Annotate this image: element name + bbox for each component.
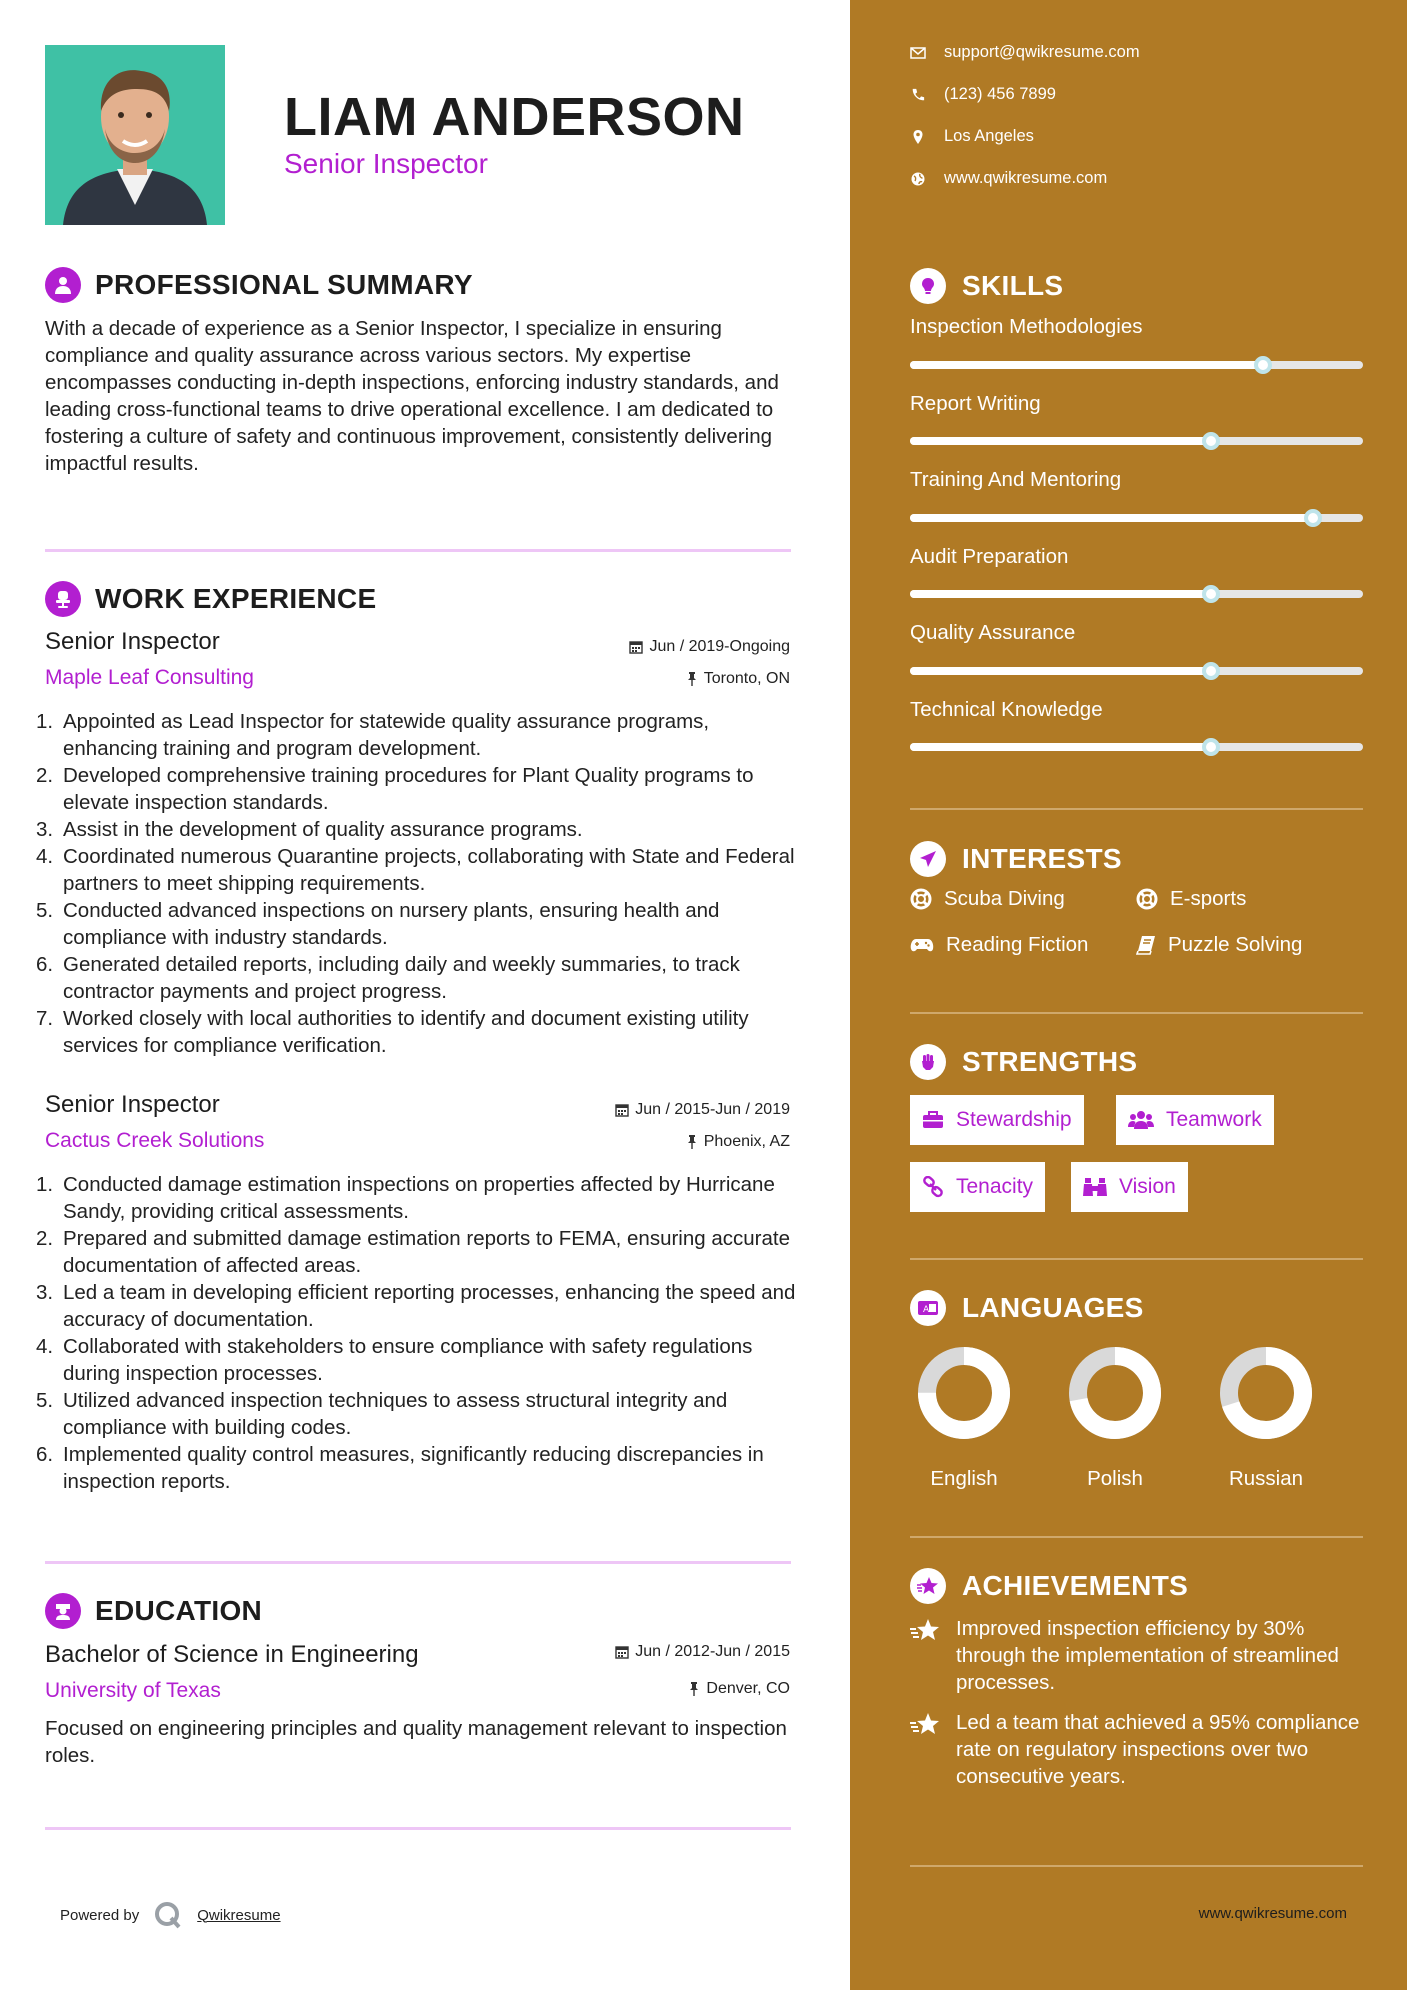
skill-bar-knob — [1202, 662, 1220, 680]
lightbulb-icon — [910, 268, 946, 304]
language-ring — [914, 1343, 1014, 1443]
job-date — [615, 1101, 790, 1119]
skill-bar — [910, 514, 1363, 522]
contact-location — [910, 127, 1034, 146]
sidebar-divider — [910, 808, 1363, 810]
qwikresume-logo-icon — [153, 1900, 183, 1930]
pushpin-icon — [686, 1135, 698, 1149]
skill-bar-fill — [910, 361, 1263, 369]
contact-email-text: support@qwikresume.com — [944, 43, 1140, 61]
contact-email[interactable] — [910, 43, 1140, 62]
job-duties-list — [36, 708, 796, 1059]
achievement-item — [910, 1615, 1370, 1696]
summary-heading — [45, 267, 473, 303]
briefcase-icon — [922, 1111, 944, 1129]
section-divider — [45, 549, 791, 552]
skill-bar-knob — [1254, 356, 1272, 374]
achievement-item — [910, 1709, 1370, 1790]
language-label: English — [930, 1467, 998, 1490]
strength-chip — [910, 1162, 1045, 1212]
interest-label: E-sports — [1170, 887, 1247, 910]
education-text: Focused on engineering principles and quality management relevant to inspection roles. — [45, 1717, 787, 1767]
user-icon — [45, 267, 81, 303]
contact-location-text: Los Angeles — [944, 127, 1034, 145]
book-icon — [1136, 935, 1156, 955]
experience-heading — [45, 581, 376, 617]
life-ring-icon — [1136, 888, 1158, 910]
phone-icon — [910, 88, 926, 102]
map-marker-icon — [910, 129, 926, 145]
job-location — [686, 670, 790, 688]
interest-label: Puzzle Solving — [1168, 933, 1303, 956]
achievements-heading — [910, 1568, 1188, 1604]
skill-label: Training And Mentoring — [910, 468, 1122, 491]
list-item: 4. Collaborated with stakeholders to ensure compliance with safety regulations during inspection processes. — [36, 1335, 753, 1385]
star-icon — [910, 1617, 942, 1643]
contact-website-text: www.qwikresume.com — [944, 169, 1108, 187]
calendar-icon — [615, 1103, 629, 1117]
list-item: 1. Appointed as Lead Inspector for statewide quality assurance programs, enhancing training and program development. — [36, 710, 710, 760]
skill-bar-knob — [1202, 585, 1220, 603]
raised-fist-icon — [910, 1044, 946, 1080]
sidebar-divider — [910, 1865, 1363, 1867]
interests-title: INTERESTS — [962, 843, 1122, 874]
list-item: 1. Conducted damage estimation inspections on properties affected by Hurricane Sandy, providing critical assessments. — [36, 1173, 775, 1223]
sidebar-divider — [910, 1258, 1363, 1260]
strength-label: Vision — [1119, 1175, 1176, 1198]
list-item: 2. Prepared and submitted damage estimation reports to FEMA, ensuring accurate documentation of affected areas. — [36, 1227, 790, 1277]
list-item: 5. Conducted advanced inspections on nursery plants, ensuring health and compliance with industry standards. — [36, 899, 720, 949]
achievements-title: ACHIEVEMENTS — [962, 1570, 1189, 1601]
job-location-text: Phoenix, AZ — [703, 1133, 790, 1150]
job-date-text: Jun / 2015-Jun / 2019 — [635, 1101, 790, 1118]
job-title: Senior Inspector — [45, 628, 220, 655]
strengths-title: STRENGTHS — [962, 1046, 1138, 1077]
skill-bar-fill — [910, 590, 1211, 598]
candidate-name: LIAM ANDERSON — [284, 87, 745, 147]
language-ring — [1065, 1343, 1165, 1443]
svg-text:A: A — [923, 1305, 930, 1315]
paper-plane-icon — [910, 841, 946, 877]
summary-text: With a decade of experience as a Senior Inspector, I specialize in ensuring compliance and quality assurance across various sectors. My expertise encompasses conducting in-depth inspections, enforcing industry standards, and leading cross-functional teams to drive operational excellence. I am dedicated to fostering a culture of safety and continuous improvement, consistently delivering impactful results. — [45, 317, 779, 475]
experience-title: WORK EXPERIENCE — [95, 583, 377, 614]
skill-bar-fill — [910, 667, 1211, 675]
list-item: 6. Implemented quality control measures, significantly reducing discrepancies in inspection reports. — [36, 1443, 764, 1493]
envelope-icon — [910, 47, 926, 59]
education-location-text: Denver, CO — [706, 1680, 790, 1697]
skill-bar-knob — [1202, 432, 1220, 450]
language-icon — [910, 1290, 946, 1326]
skill-bar — [910, 743, 1363, 751]
sidebar-divider — [910, 1012, 1363, 1014]
education-date — [615, 1643, 790, 1661]
calendar-icon — [629, 640, 643, 654]
powered-by-label: Powered by — [60, 1906, 140, 1924]
contact-phone-text: (123) 456 7899 — [944, 85, 1056, 103]
section-divider — [45, 1561, 791, 1564]
candidate-role: Senior Inspector — [284, 148, 488, 179]
profile-photo — [45, 45, 225, 225]
sidebar-divider — [910, 1536, 1363, 1538]
skill-bar-fill — [910, 514, 1313, 522]
school-name: University of Texas — [45, 1679, 221, 1702]
achievement-text: Led a team that achieved a 95% compliance rate on regulatory inspections over two consecutive years. — [956, 1711, 1360, 1788]
strength-label: Stewardship — [956, 1108, 1072, 1131]
job-location — [686, 1133, 790, 1151]
list-item: 7. Worked closely with local authorities to identify and document existing utility services for compliance verification. — [36, 1007, 749, 1057]
qwikresume-link[interactable]: Qwikresume — [197, 1906, 281, 1924]
link-icon — [922, 1176, 944, 1198]
powered-by — [60, 1900, 281, 1930]
calendar-icon — [615, 1645, 629, 1659]
pushpin-icon — [688, 1682, 700, 1696]
list-item: 3. Assist in the development of quality assurance programs. — [36, 818, 583, 841]
life-ring-icon — [910, 888, 932, 910]
person-portrait-icon — [45, 45, 225, 225]
language-item — [1201, 1343, 1331, 1491]
job-date-text: Jun / 2019-Ongoing — [649, 638, 790, 655]
footer-url[interactable]: www.qwikresume.com — [1198, 1905, 1347, 1922]
section-divider — [45, 1827, 791, 1830]
skill-bar-fill — [910, 743, 1211, 751]
language-item — [899, 1343, 1029, 1491]
globe-icon — [910, 171, 926, 187]
strength-chip — [1116, 1095, 1274, 1145]
interest-label: Scuba Diving — [944, 887, 1065, 910]
binoculars-icon — [1083, 1177, 1107, 1197]
strength-chip — [1071, 1162, 1188, 1212]
sidebar — [850, 0, 1407, 1990]
briefcase-chair-icon — [45, 581, 81, 617]
contact-website[interactable] — [910, 169, 1107, 188]
language-item — [1050, 1343, 1180, 1491]
gamepad-icon — [910, 937, 934, 953]
skills-heading — [910, 268, 1063, 304]
interests-heading — [910, 841, 1122, 877]
interest-item — [910, 887, 1065, 911]
strengths-heading — [910, 1044, 1137, 1080]
graduate-icon — [45, 1593, 81, 1629]
education-date-text: Jun / 2012-Jun / 2015 — [635, 1643, 790, 1660]
skill-label: Quality Assurance — [910, 621, 1076, 644]
job-location-text: Toronto, ON — [703, 670, 790, 687]
languages-title: LANGUAGES — [962, 1292, 1144, 1323]
skill-bar-knob — [1304, 509, 1322, 527]
skill-bar — [910, 667, 1363, 675]
users-icon — [1128, 1110, 1154, 1130]
skill-bar — [910, 590, 1363, 598]
list-item: 6. Generated detailed reports, including daily and weekly summaries, to track contractor payments and project progress. — [36, 953, 740, 1003]
achievement-text: Improved inspection efficiency by 30% through the implementation of streamlined processes. — [956, 1617, 1339, 1694]
education-heading — [45, 1593, 262, 1629]
interest-item — [910, 933, 1088, 957]
skill-bar-fill — [910, 437, 1211, 445]
strength-label: Teamwork — [1166, 1108, 1262, 1131]
language-label: Polish — [1087, 1467, 1143, 1490]
interest-label: Reading Fiction — [946, 933, 1089, 956]
education-location — [688, 1680, 790, 1698]
skills-title: SKILLS — [962, 270, 1064, 301]
job-duties-list — [36, 1171, 796, 1495]
star-icon — [910, 1711, 942, 1737]
skill-label: Inspection Methodologies — [910, 315, 1143, 338]
education-title: EDUCATION — [95, 1595, 263, 1626]
skill-label: Technical Knowledge — [910, 698, 1103, 721]
job-date — [629, 638, 790, 656]
list-item: 3. Led a team in developing efficient reporting processes, enhancing the speed and accuracy of documentation. — [36, 1281, 796, 1331]
language-label: Russian — [1228, 1467, 1304, 1490]
interest-item — [1136, 887, 1246, 911]
interest-item — [1136, 933, 1302, 957]
contact-phone[interactable] — [910, 85, 1056, 104]
star-icon — [910, 1568, 946, 1604]
skill-bar — [910, 437, 1363, 445]
skill-bar-knob — [1202, 738, 1220, 756]
job-company: Cactus Creek Solutions — [45, 1129, 265, 1152]
strength-label: Tenacity — [956, 1175, 1034, 1198]
languages-heading — [910, 1290, 1144, 1326]
degree-title: Bachelor of Science in Engineering — [45, 1641, 419, 1668]
skill-label: Audit Preparation — [910, 545, 1069, 568]
skill-label: Report Writing — [910, 392, 1041, 415]
list-item: 2. Developed comprehensive training procedures for Plant Quality programs to elevate inspection standards. — [36, 764, 754, 814]
list-item: 5. Utilized advanced inspection techniques to assess structural integrity and compliance with building codes. — [36, 1389, 728, 1439]
language-ring — [1216, 1343, 1316, 1443]
pushpin-icon — [686, 672, 698, 686]
summary-title: PROFESSIONAL SUMMARY — [95, 269, 473, 300]
job-title: Senior Inspector — [45, 1091, 220, 1118]
list-item: 4. Coordinated numerous Quarantine projects, collaborating with State and Federal partners to meet shipping requirements. — [36, 845, 795, 895]
job-company: Maple Leaf Consulting — [45, 666, 254, 689]
strength-chip — [910, 1095, 1084, 1145]
skill-bar — [910, 361, 1363, 369]
